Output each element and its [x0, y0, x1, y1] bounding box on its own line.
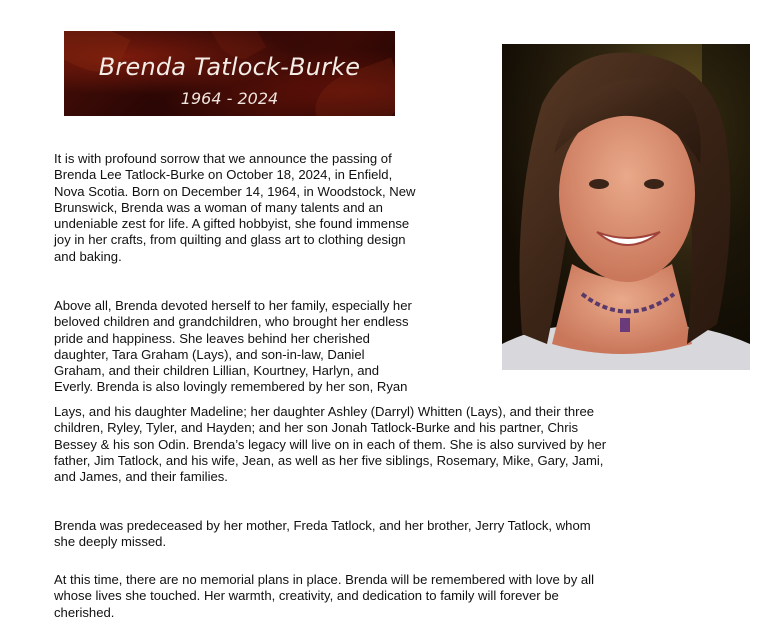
text-line: Graham, and their children Lillian, Kourtney, Harlyn, and	[54, 363, 380, 379]
text-line: father, Jim Tatlock, and his wife, Jean, as well as her five siblings, Rosemary, Mike, Gary, Jami,	[54, 452, 604, 468]
name-banner	[64, 31, 395, 116]
obituary-paragraph-3	[54, 518, 754, 551]
text-line: pride and happiness. She leaves behind her cherished	[54, 330, 370, 346]
text-line: Above all, Brenda devoted herself to her family, especially her	[54, 298, 412, 313]
text-line: Brunswick, Brenda was a woman of many talents and an	[54, 199, 383, 215]
text-line: she deeply missed.	[54, 534, 167, 550]
text-line: daughter, Tara Graham (Lays), and son-in-law, Daniel	[54, 346, 365, 362]
text-line: Everly. Brenda is also lovingly remembered by her son, Ryan	[54, 379, 408, 395]
text-line: and James, and their families.	[54, 469, 228, 485]
text-line: and baking.	[54, 248, 122, 264]
text-line: cherished.	[54, 604, 115, 620]
portrait-photo-icon	[502, 44, 750, 370]
obituary-paragraph-2-bottom	[54, 404, 754, 485]
text-line: joy in her crafts, from quilting and glass art to clothing design	[54, 232, 406, 248]
text-line: Bessey & his son Odin. Brenda’s legacy will live on in each of them. She is also survived by her	[54, 436, 607, 452]
obituary-paragraph-4	[54, 572, 754, 621]
text-line: children, Ryley, Tyler, and Hayden; and her son Jonah Tatlock-Burke and his partner, Chris	[54, 420, 579, 436]
text-line: whose lives she touched. Her warmth, creativity, and dedication to family will forever be	[54, 588, 559, 604]
portrait-illustration	[502, 44, 750, 370]
obituary-paragraph-1	[54, 151, 494, 265]
life-years: 1964 - 2024	[180, 89, 279, 108]
text-line: undeniable zest for life. A gifted hobbyist, she found immense	[54, 216, 410, 232]
text-line: beloved children and grandchildren, who brought her endless	[54, 314, 409, 330]
text-line: It is with profound sorrow that we announce the passing of	[54, 151, 392, 166]
obituary-paragraph-2-top	[54, 298, 494, 396]
text-line: Brenda was predeceased by her mother, Freda Tatlock, and her brother, Jerry Tatlock, whom	[54, 518, 591, 533]
text-line: At this time, there are no memorial plans in place. Brenda will be remembered with love by all	[54, 572, 595, 587]
text-line: Nova Scotia. Born on December 14, 1964, in Woodstock, New	[54, 183, 416, 199]
text-line: Lays, and his daughter Madeline; her daughter Ashley (Darryl) Whitten (Lays), and their three	[54, 404, 595, 419]
text-line: Brenda Lee Tatlock-Burke on October 18, 2024, in Enfield,	[54, 167, 393, 183]
deceased-name: Brenda Tatlock-Burke	[98, 53, 361, 81]
